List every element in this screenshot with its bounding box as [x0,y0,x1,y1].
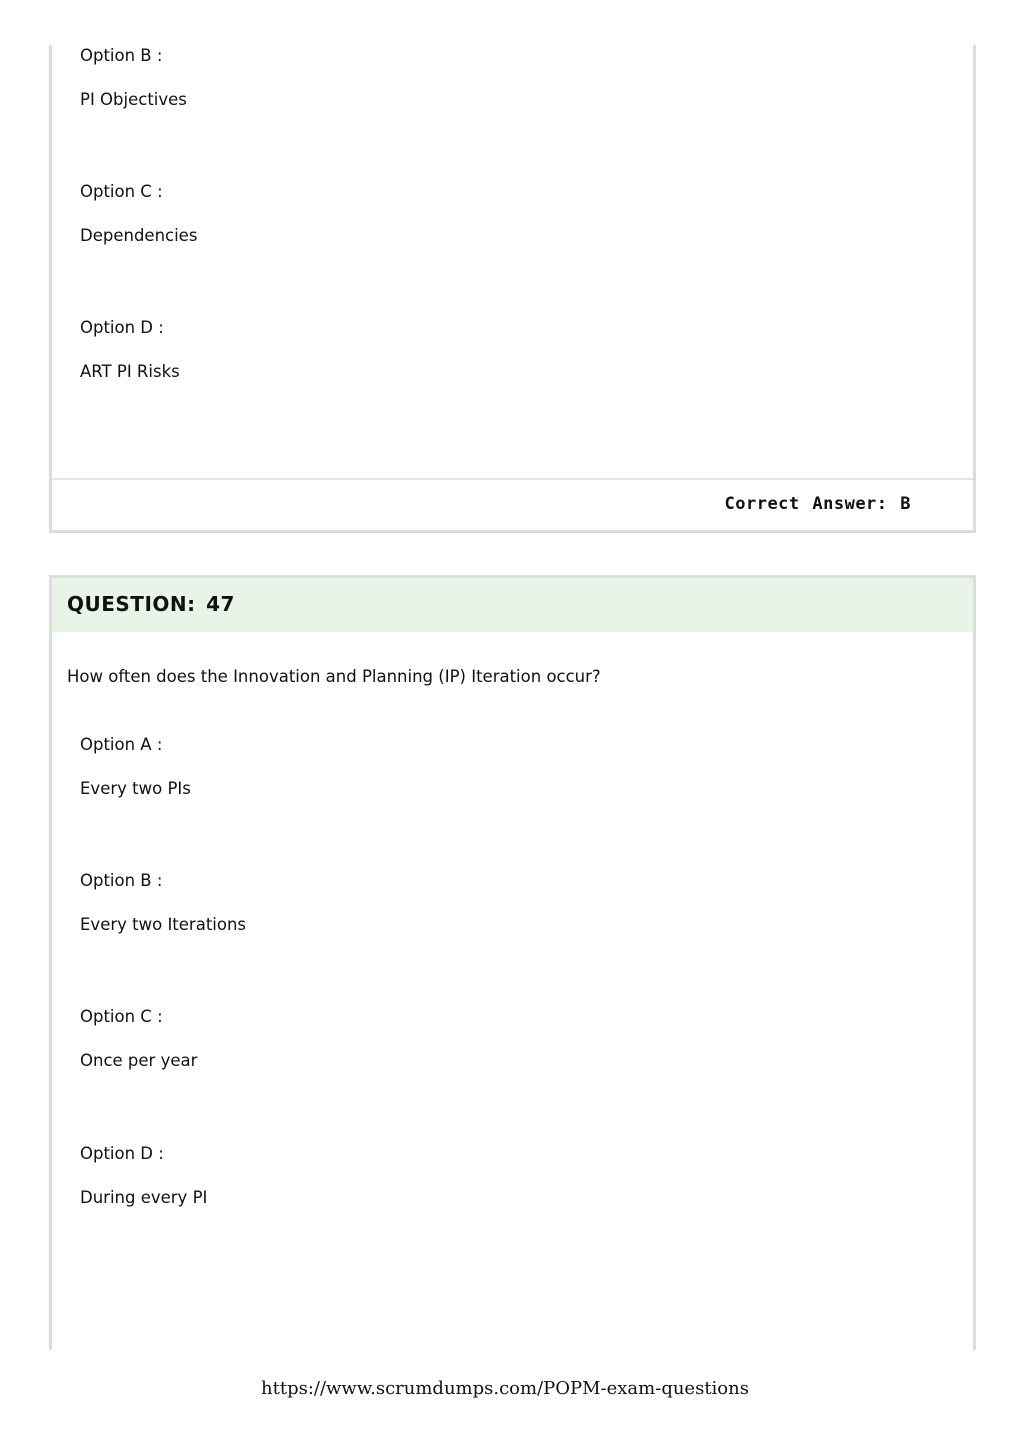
answer-bar [52,478,973,532]
option-b-label: Option B : [80,46,163,65]
option-c-label: Option C : [80,1007,163,1026]
option-c-text: Dependencies [80,226,198,245]
option-d-text: During every PI [80,1188,208,1207]
option-b-label: Option B : [80,871,163,890]
option-d-text: ART PI Risks [80,362,180,381]
option-a-label: Option A : [80,735,163,754]
footer-url: https://www.scrumdumps.com/POPM-exam-questions [261,1378,749,1399]
question-46-card [49,45,976,533]
option-c-label: Option C : [80,182,163,201]
option-b-text: Every two Iterations [80,915,247,934]
option-c-text: Once per year [80,1051,198,1070]
option-a-text: Every two PIs [80,779,191,798]
question-text: How often does the Innovation and Planning (IP) Iteration occur? [67,667,601,686]
option-d-label: Option D : [80,1144,164,1163]
question-header [52,578,973,632]
option-b-text: PI Objectives [80,90,187,109]
correct-answer: Correct Answer: B [724,494,911,514]
question-47-card [49,575,976,1350]
question-title: QUESTION: 47 [67,592,235,616]
option-d-label: Option D : [80,318,164,337]
